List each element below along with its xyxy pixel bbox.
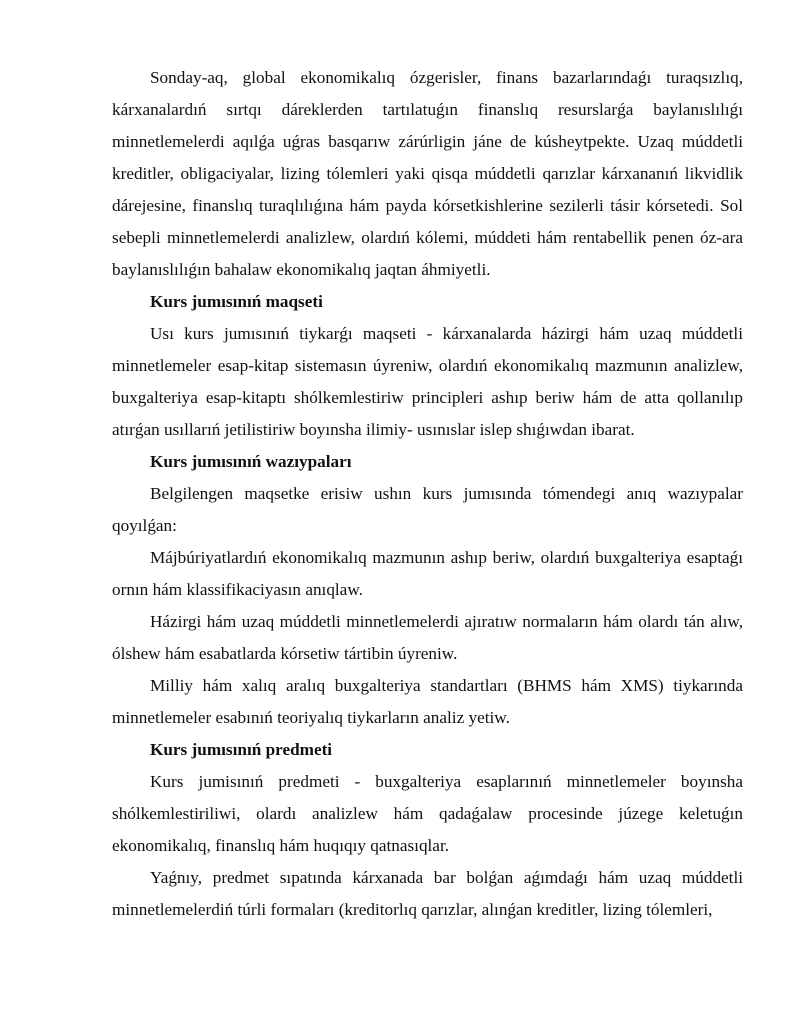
heading-goal: Kurs jumısınıń maqseti [150,292,323,311]
paragraph-subject-forms: Yaǵnıy, predmet sıpatında kárxanada bar bolǵan aǵımdaǵı hám uzaq múddetli minnetlemelerdiń túrli formaları (kreditorlıq qarızlar, alınǵan kreditler, lizing tólemleri, [112,868,743,919]
paragraph-intro: Sonday-aq, global ekonomikalıq ózgerisler, finans bazarlarındaǵı turaqsızlıq, kárxanalardıń sırtqı dáreklerden tartılatuǵın finanslıq resurslarǵa baylanıslılıǵı minnetlemelerdi aqılǵa uǵras basqarıw zárúrligin jáne de kúsheytpekte. Uzaq múddetli kreditler, obligaciyalar, lizing tólemleri yaki qisqa múddetli qarızlar kárxananıń likvidlik dárejesine, finanslıq turaqlılıǵına hám payda kórsetkishlerine sezilerli tásir kórsetedi. Sol sebepli minnetlemelerdi analizlew, olardıń kólemi, múddeti hám rentabellik penen óz-ara baylanıslılıǵın bahalaw ekonomikalıq jaqtan áhmiyetli. [112,68,743,279]
paragraph-tasks-intro: Belgilengen maqsetke erisiw ushın kurs jumısında tómendegi anıq wazıypalar qoyılǵan: [112,484,743,535]
paragraph-task-1: Májbúriyatlardıń ekonomikalıq mazmunın ashıp beriw, olardıń buxgalteriya esaptaǵı ornın hám klassifikaciyasın anıqlaw. [112,548,743,599]
heading-subject: Kurs jumısınıń predmeti [150,740,333,759]
paragraph-task-3: Milliy hám xalıq aralıq buxgalteriya standartları (BHMS hám XMS) tiykarında minnetlemeler esabınıń teoriyalıq tiykarların analiz yetiw. [112,676,743,727]
paragraph-subject: Kurs jumisınıń predmeti - buxgalteriya esaplarınıń minnetlemeler boyınsha shólkemlestiriliwi, olardı analizlew hám qadaǵalaw procesinde júzege keletuǵın ekonomikalıq, finanslıq hám huqıqıy qatnasıqlar. [112,772,743,855]
paragraph-task-2: Házirgi hám uzaq múddetli minnetlemelerdi ajıratıw normaların hám olardı tán alıw, ólshew hám esabatlarda kórsetiw tártibin úyreniw. [112,612,743,663]
document-page [112,62,743,926]
heading-tasks: Kurs jumısınıń wazıypaları [150,452,352,471]
paragraph-goal: Usı kurs jumısınıń tiykarǵı maqseti - kárxanalarda házirgi hám uzaq múddetli minnetlemeler esap-kitap sistemasın úyreniw, olardıń ekonomikalıq mazmunın analizlew, buxgalteriya esap-kitaptı shólkemlestiriw principleri ashıp beriw hám de atta qollanılıp atırǵan usıllarıń jetilistiriw boyınsha ilimiy- usınıslar islep shıǵıwdan ibarat. [112,324,743,439]
